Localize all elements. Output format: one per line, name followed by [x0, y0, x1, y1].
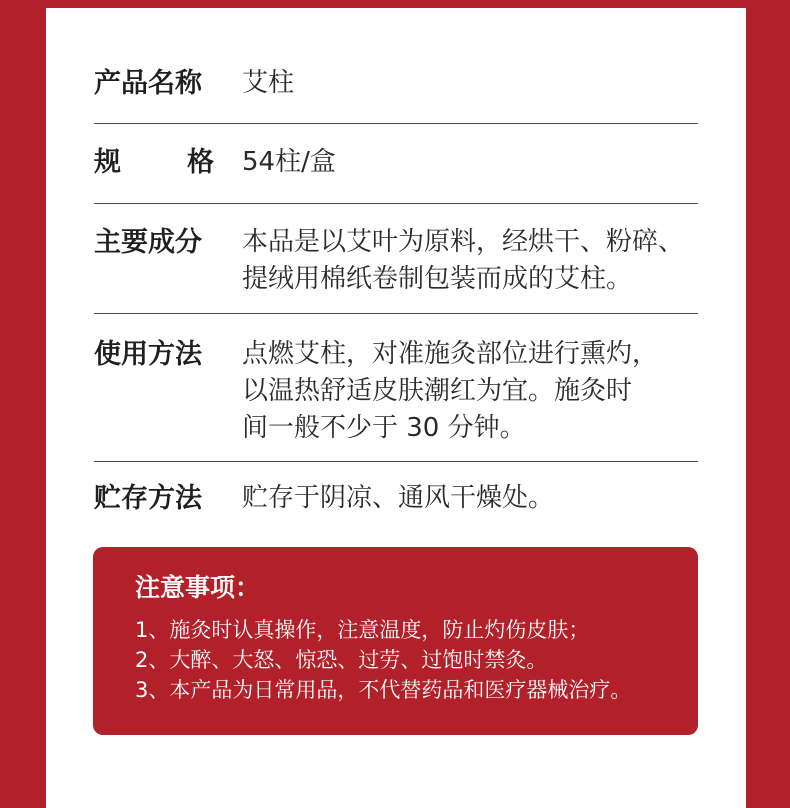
value-ingredients-line-1: 本品是以艾叶为原料，经烘干、粉碎、 — [242, 227, 685, 257]
value-product-name: 艾柱 — [242, 68, 295, 98]
divider — [94, 313, 698, 314]
label-product-name: 产品名称 — [94, 68, 202, 99]
notice-item-3: 3、本产品为日常用品，不代替药品和医疗器械治疗。 — [135, 678, 632, 702]
label-specification-char-2: 格 — [187, 147, 214, 178]
label-ingredients: 主要成分 — [94, 227, 202, 258]
value-ingredients-line-2: 提绒用棉纸卷制包装而成的艾柱。 — [242, 264, 633, 294]
value-usage-line-1: 点燃艾柱，对准施灸部位进行熏灼， — [242, 339, 659, 369]
label-specification-char-1: 规 — [94, 147, 121, 178]
value-specification: 54柱/盒 — [242, 147, 336, 177]
divider — [94, 123, 698, 124]
divider — [94, 203, 698, 204]
notice-item-1: 1、施灸时认真操作，注意温度，防止灼伤皮肤； — [135, 618, 590, 642]
label-usage: 使用方法 — [94, 339, 202, 370]
notice-title: 注意事项： — [135, 573, 261, 602]
product-info-card — [46, 8, 746, 808]
value-usage-line-3: 间一般不少于 30 分钟。 — [242, 413, 526, 443]
value-ingredients — [242, 224, 712, 298]
notice-item-2: 2、大醉、大怒、惊恐、过劳、过饱时禁灸。 — [135, 648, 548, 672]
label-storage: 贮存方法 — [94, 483, 202, 514]
value-usage — [242, 336, 712, 447]
divider — [94, 461, 698, 462]
notice-box — [93, 547, 698, 735]
value-storage: 贮存于阴凉、通风干燥处。 — [242, 483, 555, 513]
label-specification — [94, 144, 214, 182]
value-usage-line-2: 以温热舒适皮肤潮红为宜。施灸时 — [242, 376, 633, 406]
